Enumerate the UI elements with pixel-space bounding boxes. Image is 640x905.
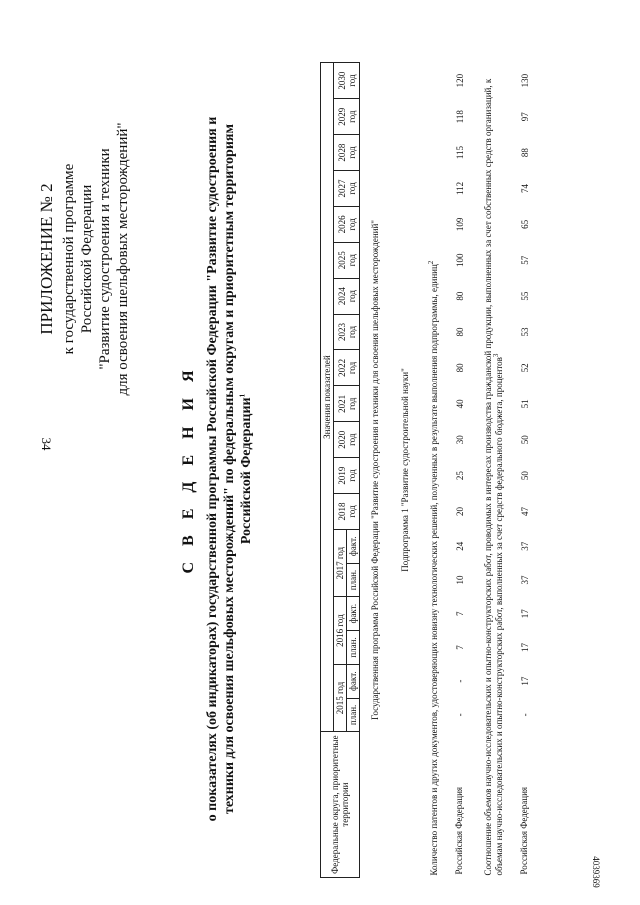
- header-row-values: [321, 63, 334, 878]
- value-cell: 118: [455, 110, 465, 124]
- value-cell: 57: [520, 255, 530, 265]
- value-cell: 7: [455, 645, 465, 650]
- footnote-mark: 2: [427, 260, 435, 265]
- year-group-header: 2015 год: [334, 664, 347, 731]
- appendix-line: "Развитие судостроения и техники: [97, 148, 113, 370]
- value-cell: 120: [455, 73, 465, 88]
- indicator-label: [420, 63, 447, 878]
- page-number: 34: [39, 437, 54, 451]
- indicator-label-row: [420, 63, 447, 878]
- table-row: [447, 63, 474, 878]
- table-row: [512, 63, 539, 878]
- fact-header: факт.: [347, 597, 360, 631]
- value-cell: 37: [520, 575, 530, 585]
- value-cell: 7: [455, 611, 465, 616]
- year-group-header: 2017 год: [334, 529, 347, 596]
- value-cell: 17: [520, 642, 530, 652]
- year-header: 2018 год: [334, 494, 360, 530]
- indicators-table-wrap: [320, 62, 539, 878]
- value-cell: 50: [520, 471, 530, 481]
- value-cell: 80: [455, 327, 465, 337]
- value-cell: 50: [520, 435, 530, 445]
- value-cell: 47: [520, 506, 530, 516]
- value-cell: -: [520, 713, 530, 717]
- values-column-header: Значения показателей: [321, 63, 334, 732]
- year-header: 2022 год: [334, 350, 360, 386]
- document-subtitle: [204, 54, 255, 884]
- value-cell: 53: [520, 327, 530, 337]
- plan-header: план.: [347, 631, 360, 665]
- year-header: 2030 год: [334, 63, 360, 99]
- document-heading: [180, 54, 255, 884]
- subtitle-text: о показателях (об индикаторах) государственной программы Российской Федерации "Развитие судостроения и техники для освоения шельфовых месторождений" по федеральным округам и приоритетным территориям Российской Федерации: [205, 116, 254, 822]
- document-id: 4039369: [591, 856, 601, 888]
- year-header: 2019 год: [334, 458, 360, 494]
- document-title: С В Е Д Е Н И Я: [180, 364, 197, 574]
- value-cell: 40: [455, 399, 465, 409]
- plan-header: план.: [347, 563, 360, 597]
- subprogram-title: Подпрограмма 1 "Развитие судостроительной науки": [400, 368, 410, 572]
- region-column-header: Федеральные округа, приоритетные территории: [321, 732, 360, 878]
- subprogram-row: [390, 63, 420, 878]
- value-cell: 112: [455, 181, 465, 196]
- indicator-label-row: [474, 63, 512, 878]
- region-name: Российская Федерация: [519, 786, 529, 875]
- appendix-line: для освоения шельфовых месторождений": [115, 122, 131, 396]
- year-header: 2026 год: [334, 206, 360, 242]
- value-cell: 24: [455, 541, 465, 551]
- indicator-label: [474, 63, 512, 878]
- year-group-header: 2016 год: [334, 597, 347, 664]
- year-header: 2023 год: [334, 314, 360, 350]
- footnote-mark: 1: [238, 393, 247, 398]
- value-cell: 10: [455, 575, 465, 585]
- value-cell: 80: [455, 291, 465, 301]
- program-row: [360, 63, 391, 878]
- year-header: 2024 год: [334, 278, 360, 314]
- value-cell: 97: [520, 112, 530, 122]
- plan-header: план.: [347, 698, 360, 732]
- value-cell: -: [455, 713, 465, 717]
- value-cell: 17: [520, 609, 530, 619]
- footnote-mark: 3: [492, 353, 500, 358]
- program-title: Государственная программа Российской Федерации "Развитие судостроения и техники для освоения шельфовых месторождений": [370, 220, 380, 720]
- appendix-line: к государственной программе: [61, 163, 77, 355]
- fact-header: факт.: [347, 529, 360, 563]
- indicator-label-text: Количество патентов и других документов, удостоверяющих новизну технологических решений, полученных в результате выполнения подпрограммы, единиц: [429, 264, 439, 876]
- year-header: 2020 год: [334, 422, 360, 458]
- region-name: Российская Федерация: [454, 786, 464, 875]
- appendix-line: Российской Федерации: [79, 184, 95, 334]
- value-cell: 65: [520, 219, 530, 229]
- year-header: 2021 год: [334, 386, 360, 422]
- value-cell: 55: [520, 291, 530, 301]
- fact-header: факт.: [347, 664, 360, 698]
- value-cell: -: [455, 679, 465, 683]
- value-cell: 130: [520, 73, 530, 88]
- value-cell: 30: [455, 435, 465, 445]
- value-cell: 115: [455, 145, 465, 160]
- appendix-header: [36, 64, 132, 454]
- value-cell: 51: [520, 399, 530, 409]
- rotated-page-content: [32, 54, 597, 884]
- year-header: 2029 год: [334, 99, 360, 135]
- value-cell: 80: [455, 363, 465, 373]
- value-cell: 20: [455, 506, 465, 516]
- value-cell: 52: [520, 363, 530, 373]
- value-cell: 100: [455, 253, 465, 267]
- appendix-number: ПРИЛОЖЕНИЕ № 2: [37, 183, 56, 335]
- year-header: 2027 год: [334, 171, 360, 207]
- indicator-label-text: Соотношение объемов научно-исследовательских и опытно-конструкторских работ, проводимых в интересах производства гражданской продукции, выполненных за счет собственных средств организаций, к объемам научно-исследовательских и опытно-конструкторских работ, выполненных за счет средств федерального бюджета, процентов: [483, 78, 504, 876]
- indicators-table: [320, 62, 539, 878]
- value-cell: 74: [520, 183, 530, 193]
- value-cell: 37: [520, 541, 530, 551]
- value-cell: 88: [520, 148, 530, 158]
- value-cell: 25: [455, 471, 465, 481]
- year-header: 2028 год: [334, 135, 360, 171]
- value-cell: 17: [520, 676, 530, 686]
- value-cell: 109: [455, 217, 465, 232]
- year-header: 2025 год: [334, 242, 360, 278]
